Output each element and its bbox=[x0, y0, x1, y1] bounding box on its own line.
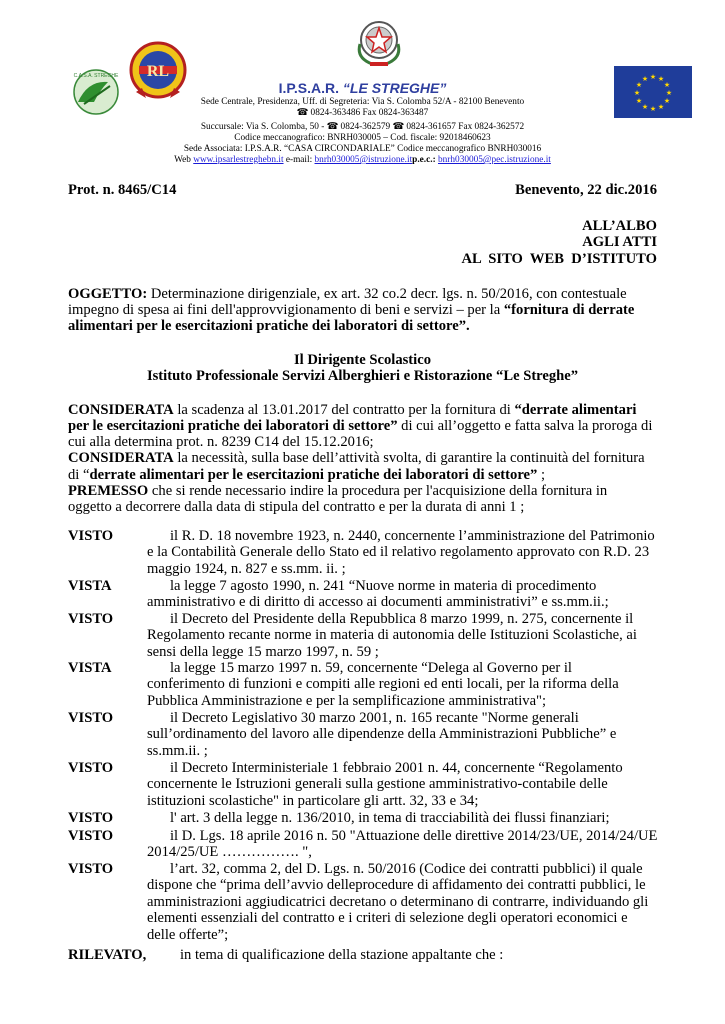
considerata-1-line-1: CONSIDERATA la scadenza al 13.01.2017 del contratto per la fornitura di “derrate alimentari bbox=[68, 402, 637, 418]
header-phone-line: ☎ 0824-363486 Fax 0824-363487 bbox=[296, 108, 429, 118]
visto-label: VISTO bbox=[68, 760, 114, 776]
svg-text:★: ★ bbox=[657, 75, 665, 83]
visto-text-line: l' art. 3 della legge n. 136/2010, in tema di tracciabilità dei flussi finanziari; bbox=[170, 810, 610, 826]
visto-text-line: delle offerte”; bbox=[147, 926, 229, 943]
visto-text-line: il D. Lgs. 18 aprile 2016 n. 50 "Attuazione delle direttive 2014/23/UE, 2014/24/UE bbox=[170, 828, 658, 844]
svg-text:★: ★ bbox=[649, 73, 657, 81]
visto-text-line: dispone che “prima dell’avvio delleprocedure di affidamento dei contratti pubblici, le bbox=[147, 877, 646, 894]
seal-monogram: RL bbox=[146, 63, 170, 80]
visto-label: VISTO bbox=[68, 810, 114, 826]
visto-label: VISTO bbox=[68, 861, 114, 877]
subject-line-1: OGGETTO: Determinazione dirigenziale, ex art. 32 co.2 decr. lgs. n. 50/2016, con contestuale bbox=[68, 286, 627, 302]
visto-text-line: amministrazioni aggiudicatrici decretano o determinano di contrarre, individuando gli bbox=[147, 893, 649, 910]
subject-label: OGGETTO: bbox=[68, 286, 148, 302]
svg-text:★: ★ bbox=[633, 89, 641, 97]
school-name bbox=[0, 80, 725, 96]
visto-text-line: 2014/25/UE ……………. ", bbox=[147, 844, 312, 861]
recipient: ALL’ALBO bbox=[582, 218, 657, 234]
visto-text-line: istituzioni scolastiche" in particolare gli artt. 32, 33 e 34; bbox=[147, 792, 479, 809]
svg-text:★: ★ bbox=[635, 97, 643, 105]
recipient: AL SITO WEB D’ISTITUTO bbox=[461, 251, 657, 267]
considerata-2-line-1: CONSIDERATA la necessità, sulla base dell’attività svolta, di garantire la continuità del fornitura bbox=[68, 450, 645, 466]
svg-text:★: ★ bbox=[641, 75, 649, 83]
header-web-line: Web www.ipsarlestreghebn.it e-mail: bnrh030005@istruzione.itp.e.c.: bnrh030005@pec.istruzione.it bbox=[174, 155, 551, 165]
svg-text:★: ★ bbox=[657, 103, 665, 111]
considerata-1-line-3: cui alla determina prot. n. 8239 C14 del 15.12.2016; bbox=[68, 434, 374, 450]
rilevato-label: RILEVATO, bbox=[68, 947, 147, 963]
visto-text-line: conferimento di funzioni e compiti alle regioni ed enti locali, per la riforma della bbox=[147, 676, 619, 693]
subject-line-3: alimentari per le esercitazioni pratiche dei laboratori di settore”. bbox=[68, 318, 470, 334]
svg-text:★: ★ bbox=[663, 81, 671, 89]
pec-link[interactable]: bnrh030005@pec.istruzione.it bbox=[438, 155, 551, 165]
visto-label: VISTA bbox=[68, 660, 112, 676]
considerata-label: CONSIDERATA bbox=[68, 450, 174, 466]
visto-text-line: il R. D. 18 novembre 1923, n. 2440, concernente l’amministrazione del Patrimonio bbox=[170, 528, 655, 544]
visto-text-line: elementi essenziali del contratto e i criteri di selezione degli operatori economici e bbox=[147, 910, 628, 927]
header-associated-line: Sede Associata: I.P.S.A.R. “CASA CIRCONDARIALE” Codice meccanografico BNRH030016 bbox=[183, 144, 542, 154]
svg-text:★: ★ bbox=[665, 89, 673, 97]
rilevato-text: in tema di qualificazione della stazione appaltante che : bbox=[180, 947, 504, 963]
recipient: AGLI ATTI bbox=[582, 234, 657, 250]
italian-republic-emblem bbox=[352, 14, 406, 70]
premesso-line-2: oggetto a decorrere dalla data di stipula del contratto e per la durata di anni 1 ; bbox=[68, 499, 525, 515]
visto-label: VISTO bbox=[68, 710, 114, 726]
svg-text:★: ★ bbox=[649, 105, 657, 113]
visto-text-line: il Decreto Legislativo 30 marzo 2001, n. 165 recante "Norme generali bbox=[170, 710, 579, 726]
visto-text-line: ss.mm.ii. ; bbox=[147, 742, 208, 759]
visto-label: VISTA bbox=[68, 578, 112, 594]
institute-name: Istituto Professionale Servizi Alberghieri e Ristorazione “Le Streghe” bbox=[146, 368, 579, 384]
considerata-2-line-2: di “derrate alimentari per le esercitazioni pratiche dei laboratori di settore” ; bbox=[68, 467, 546, 483]
considerata-label: CONSIDERATA bbox=[68, 402, 174, 418]
visto-text-line: l’art. 32, comma 2, del D. Lgs. n. 50/2016 (Codice dei contratti pubblici) il quale bbox=[170, 861, 643, 877]
place-date: Benevento, 22 dic.2016 bbox=[515, 182, 657, 198]
header-address-line: Sede Centrale, Presidenza, Uff. di Segreteria: Via S. Colomba 52/A - 82100 Benevento bbox=[200, 97, 525, 107]
website-link[interactable]: www.ipsarlestreghebn.it bbox=[193, 155, 284, 165]
subject-line-2: impegno di spesa ai fini dell'approvvigionamento di beni e servizi – per la “fornitura di derrate bbox=[68, 302, 635, 318]
premesso-line-1: PREMESSO che si rende necessario indire la procedura per l'acquisizione della fornitura in bbox=[68, 483, 608, 499]
visto-text-line: il Decreto del Presidente della Repubblica 8 marzo 1999, n. 275, concernente il bbox=[170, 611, 634, 627]
logo-left-text: C.A.S.A. STREGHE bbox=[73, 73, 119, 79]
visto-label: VISTO bbox=[68, 828, 114, 844]
svg-text:★: ★ bbox=[641, 103, 649, 111]
header-branch-line: Succursale: Via S. Colomba, 50 - ☎ 0824-362579 ☎ 0824-361657 Fax 0824-362572 bbox=[200, 122, 525, 132]
visto-label: VISTO bbox=[68, 528, 114, 544]
signatory-title: Il Dirigente Scolastico bbox=[294, 352, 431, 368]
visto-label: VISTO bbox=[68, 611, 114, 627]
premesso-label: PREMESSO bbox=[68, 483, 149, 499]
visto-text-line: maggio 1924, n. 827 e ss.mm. ii. ; bbox=[147, 560, 346, 577]
svg-text:★: ★ bbox=[663, 97, 671, 105]
visto-text-line: la legge 15 marzo 1997 n. 59, concernente “Delega al Governo per il bbox=[170, 660, 572, 676]
visto-text-line: e la Contabilità Generale dello Stato ed il relativo regolamento approvato con R.D. 23 bbox=[147, 544, 650, 561]
school-name-italic: “LE STREGHE” bbox=[342, 80, 447, 96]
visto-text-line: Regolamento recante norme in materia di autonomia delle Istituzioni Scolastiche, ai bbox=[147, 627, 637, 644]
visto-text-line: concernente le Istruzioni generali sulla gestione amministrativo-contabile delle bbox=[147, 776, 608, 793]
protocol-number: Prot. n. 8465/C14 bbox=[68, 182, 177, 198]
header-codes-line: Codice meccanografico: BNRH030005 – Cod. fiscale: 92018460623 bbox=[234, 133, 491, 143]
visto-text-line: Pubblica Amministrazione e per la semplificazione amministrativa"; bbox=[147, 692, 547, 709]
visto-text-line: sensi della legge 15 marzo 1997, n. 59 ; bbox=[147, 643, 379, 660]
considerata-1-line-2: per le esercitazioni pratiche dei laboratori di settore” di cui all’oggetto e fatta salva la proroga di bbox=[68, 418, 653, 434]
visto-text-line: la legge 7 agosto 1990, n. 241 “Nuove norme in materia di procedimento bbox=[170, 578, 597, 594]
visto-text-line: il Decreto Interministeriale 1 febbraio 2001 n. 44, concernente “Regolamento bbox=[170, 760, 623, 776]
visto-text-line: amministrativo e di diritto di accesso ai documenti amministrativi” e ss.mm.ii.; bbox=[147, 594, 609, 611]
school-name-prefix: I.P.S.A.R. bbox=[278, 80, 343, 96]
visto-text-line: sull’ordinamento del lavoro alle dipendenze della Amministrazioni Pubbliche” e bbox=[147, 726, 617, 743]
svg-text:★: ★ bbox=[635, 81, 643, 89]
email-link[interactable]: bnrh030005@istruzione.it bbox=[314, 155, 413, 165]
